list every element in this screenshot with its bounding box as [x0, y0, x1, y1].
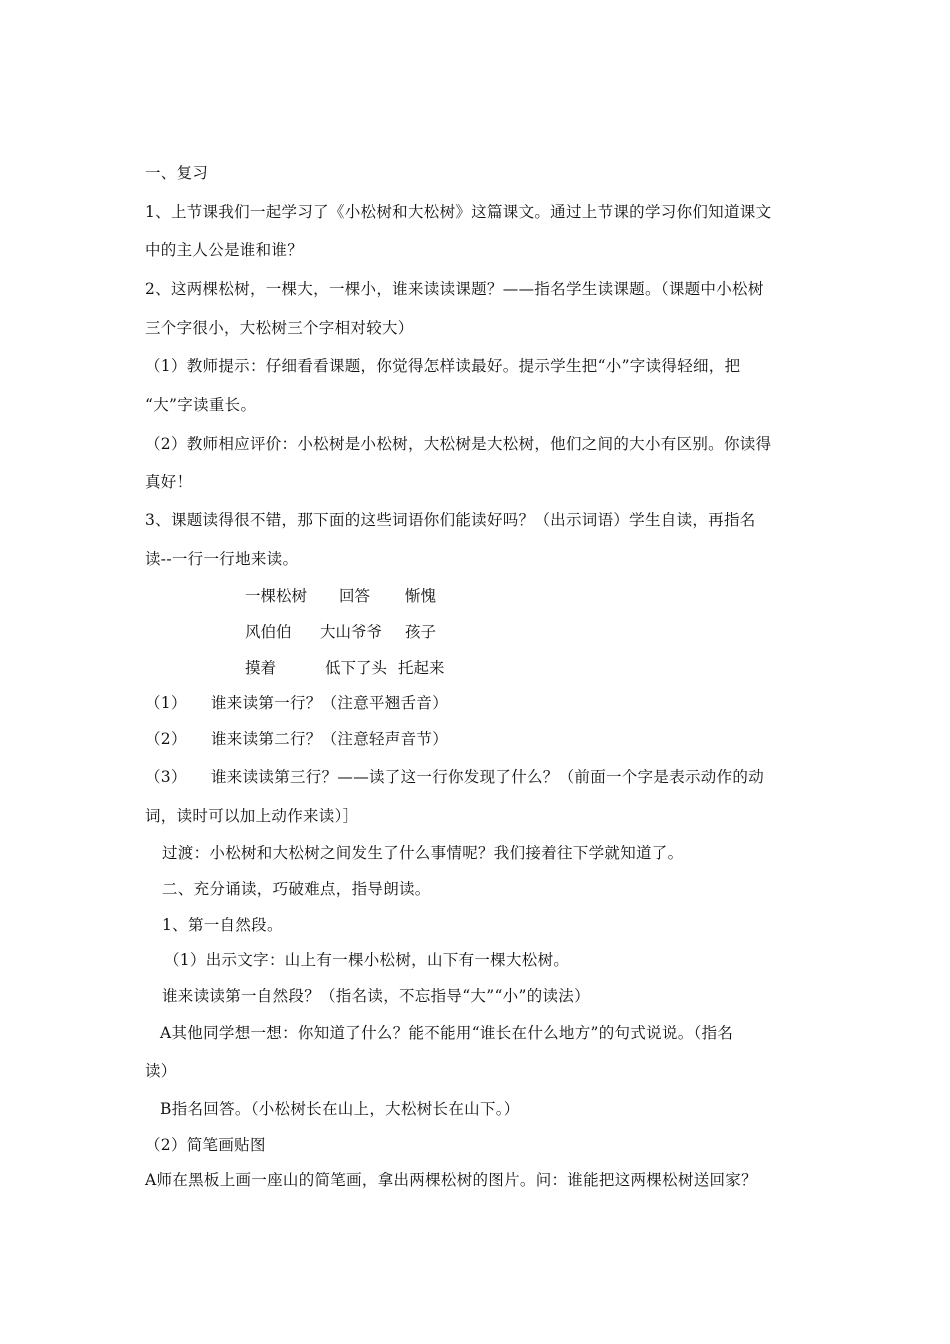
question-3-line-2: 词，读时可以加上动作来读）］: [145, 807, 359, 825]
question-text: 谁来读第二行？（注意轻声音节）: [211, 730, 449, 748]
item-a-line-2: 读）: [145, 1062, 177, 1080]
paragraph-2-line-1: 2、这两棵松树，一棵大，一棵小，谁来读读课题？——指名学生读课题。（课题中小松树: [145, 280, 764, 298]
question-3: [145, 767, 815, 787]
vocab-word: 回答: [339, 587, 371, 605]
vocab-word: 托起来: [398, 659, 445, 677]
question-number: （3）: [145, 768, 187, 786]
item-b-line: B指名回答。（小松树长在山上，大松树长在山下。）: [160, 1100, 520, 1118]
paragraph-2-line-2: 三个字很小，大松树三个字相对较大）: [145, 319, 414, 337]
paragraph-1-line-1: 1、上节课我们一起学习了《小松树和大松树》这篇课文。通过上节课的学习你们知道课文: [145, 203, 772, 221]
paragraph-5-line-1: 3、课题读得很不错，那下面的这些词语你们能读好吗？（出示词语）学生自读，再指名: [145, 511, 756, 529]
drawing-heading: （2）简笔画贴图: [145, 1136, 266, 1154]
transition-text: 过渡：小松树和大松树之间发生了什么事情呢？我们接着往下学就知道了。: [162, 844, 684, 862]
paragraph-5-line-2: 读--一行一行地来读。: [145, 550, 299, 568]
paragraph-4-line-1: （2）教师相应评价：小松树是小松树，大松树是大松树，他们之间的大小有区别。你读得: [145, 435, 772, 453]
vocab-word: 孩子: [405, 623, 437, 641]
vocab-word: 风伯伯: [245, 623, 292, 641]
vocab-word: 摸着: [245, 659, 277, 677]
paragraph-1-line-2: 中的主人公是谁和谁？: [145, 241, 304, 259]
paragraph-3-line-1: （1）教师提示：仔细看看课题，你觉得怎样读最好。提示学生把“小”字读得轻细，把: [145, 357, 741, 375]
question-2: [145, 729, 745, 749]
vocab-word: 大山爷爷: [320, 623, 383, 641]
paragraph-3-line-2: “大”字读重长。: [145, 396, 257, 414]
last-line: A师在黑板上画一座山的简笔画，拿出两棵松树的图片。问：谁能把这两棵松树送回家？: [145, 1171, 757, 1189]
question-number: （2）: [145, 730, 187, 748]
question-text: 谁来读读第三行？——读了这一行你发现了什么？（前面一个字是表示动作的动: [211, 768, 765, 786]
who-reads-line: 谁来读读第一自然段？（指名读，不忘指导“大”“小”的读法）: [162, 987, 590, 1005]
vocab-row-3: [245, 658, 505, 678]
vocab-row-2: [245, 622, 505, 642]
vocab-word: 低下了头: [325, 659, 388, 677]
vocab-word: 惭愧: [405, 587, 437, 605]
show-text-line: （1）出示文字：山上有一棵小松树，山下有一棵大松树。: [164, 951, 570, 969]
item-a-line-1: A其他同学想一想：你知道了什么？能不能用“谁长在什么地方”的句式说说。（指名: [160, 1024, 734, 1042]
question-number: （1）: [145, 694, 187, 712]
subheading-paragraph-one: 1、第一自然段。: [162, 916, 283, 934]
question-1: [145, 693, 745, 713]
vocab-word: 一棵松树: [245, 587, 308, 605]
heading-section-two: 二、充分诵读，巧破难点，指导朗读。: [162, 880, 431, 898]
vocab-row-1: [245, 586, 505, 606]
question-text: 谁来读第一行？（注意平翘舌音）: [211, 694, 449, 712]
heading-review: 一、复习: [145, 164, 209, 182]
paragraph-4-line-2: 真好！: [145, 473, 193, 491]
